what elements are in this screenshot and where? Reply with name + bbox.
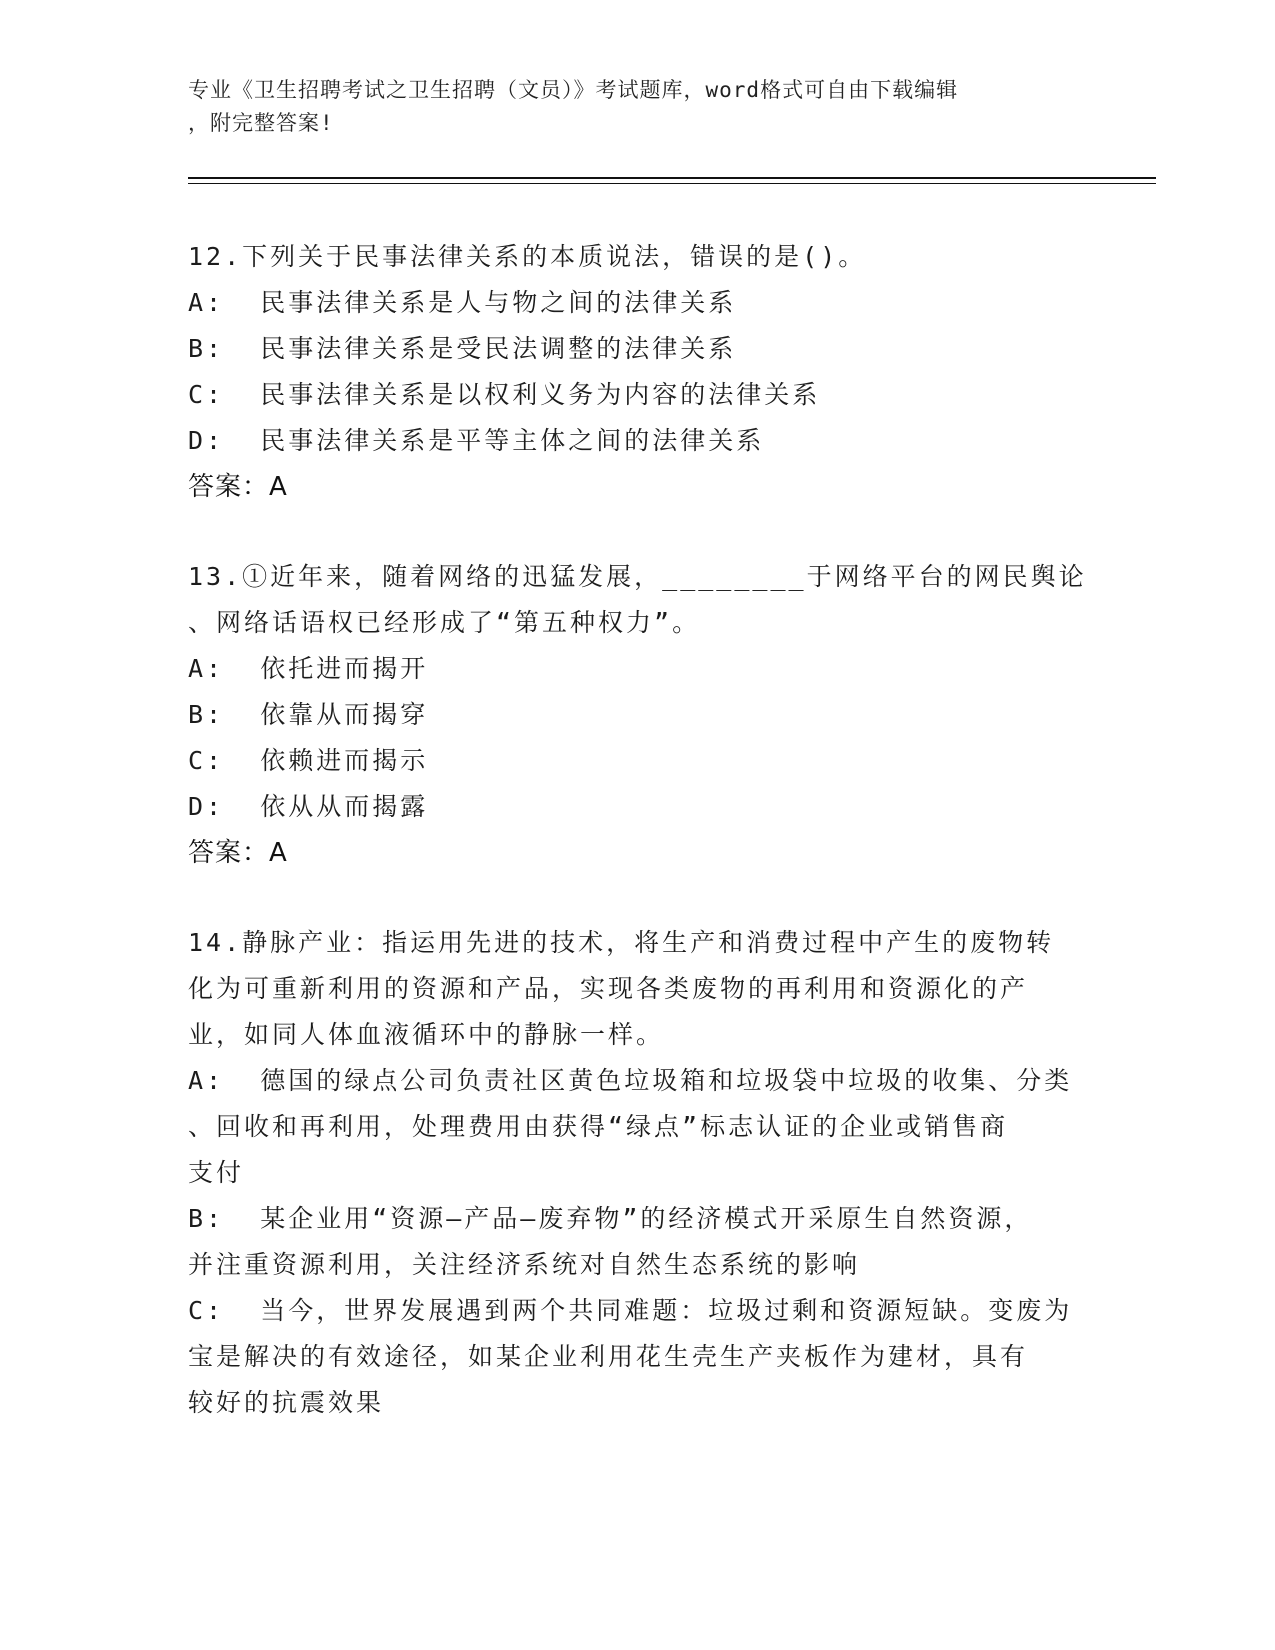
question-stem-line: 业，如同人体血液循环中的静脉一样。 bbox=[188, 1020, 665, 1049]
question-stem-line: 14.静脉产业：指运用先进的技术，将生产和消费过程中产生的废物转 bbox=[188, 928, 1055, 957]
answer-option-line: B: 某企业用“资源—产品—废弃物”的经济模式开采原生自然资源， bbox=[188, 1204, 1033, 1233]
answer-option bbox=[188, 372, 1088, 418]
question-block bbox=[188, 920, 1088, 1426]
answer-option bbox=[188, 1288, 1088, 1426]
question-stem-line: 12.下列关于民事法律关系的本质说法，错误的是()。 bbox=[188, 242, 867, 271]
answer-option-line: A: 依托进而揭开 bbox=[188, 654, 429, 683]
answer-option-line: B: 民事法律关系是受民法调整的法律关系 bbox=[188, 334, 737, 363]
answer-option-line: A: 民事法律关系是人与物之间的法律关系 bbox=[188, 288, 737, 317]
answer-option-line: D: 依从从而揭露 bbox=[188, 792, 429, 821]
answer-option-line: 较好的抗震效果 bbox=[188, 1388, 385, 1417]
answer-option-line: 并注重资源利用，关注经济系统对自然生态系统的影响 bbox=[188, 1250, 861, 1279]
answer-option bbox=[188, 326, 1088, 372]
answer-option-line: 宝是解决的有效途径，如某企业利用花生壳生产夹板作为建材，具有 bbox=[188, 1342, 1029, 1371]
header-line-1: 专业《卫生招聘考试之卫生招聘（文员）》考试题库，word格式可自由下载编辑 bbox=[188, 78, 959, 102]
answer-option bbox=[188, 280, 1088, 326]
answer-option-line: D: 民事法律关系是平等主体之间的法律关系 bbox=[188, 426, 765, 455]
document-header bbox=[188, 74, 1088, 140]
answer-option bbox=[188, 418, 1088, 464]
answer-option-line: A: 德国的绿点公司负责社区黄色垃圾箱和垃圾袋中垃圾的收集、分类 bbox=[188, 1066, 1073, 1095]
question-block bbox=[188, 554, 1088, 876]
question-stem-line: 、网络话语权已经形成了“第五种权力”。 bbox=[188, 608, 701, 637]
answer-option bbox=[188, 692, 1088, 738]
answer-key: 答案：A bbox=[188, 472, 288, 502]
question-stem-line: 13.①近年来，随着网络的迅猛发展，________于网络平台的网民舆论 bbox=[188, 562, 1087, 591]
answer-option bbox=[188, 1058, 1088, 1196]
header-divider-thin bbox=[188, 183, 1156, 184]
answer-key: 答案：A bbox=[188, 838, 288, 868]
header-line-2: ，附完整答案! bbox=[188, 111, 334, 135]
answer-option bbox=[188, 784, 1088, 830]
answer-option-line: C: 依赖进而揭示 bbox=[188, 746, 429, 775]
question-block bbox=[188, 234, 1088, 510]
answer-option-line: C: 当今，世界发展遇到两个共同难题：垃圾过剩和资源短缺。变废为 bbox=[188, 1296, 1073, 1325]
answer-option-line: 、回收和再利用，处理费用由获得“绿点”标志认证的企业或销售商 bbox=[188, 1112, 1009, 1141]
answer-option-line: 支付 bbox=[188, 1158, 245, 1187]
question-stem-line: 化为可重新利用的资源和产品，实现各类废物的再利用和资源化的产 bbox=[188, 974, 1029, 1003]
answer-option bbox=[188, 646, 1088, 692]
header-divider-thick bbox=[188, 177, 1156, 179]
answer-option-line: B: 依靠从而揭穿 bbox=[188, 700, 429, 729]
answer-option-line: C: 民事法律关系是以权利义务为内容的法律关系 bbox=[188, 380, 821, 409]
answer-option bbox=[188, 738, 1088, 784]
question-list bbox=[188, 234, 1088, 1470]
answer-option bbox=[188, 1196, 1088, 1288]
